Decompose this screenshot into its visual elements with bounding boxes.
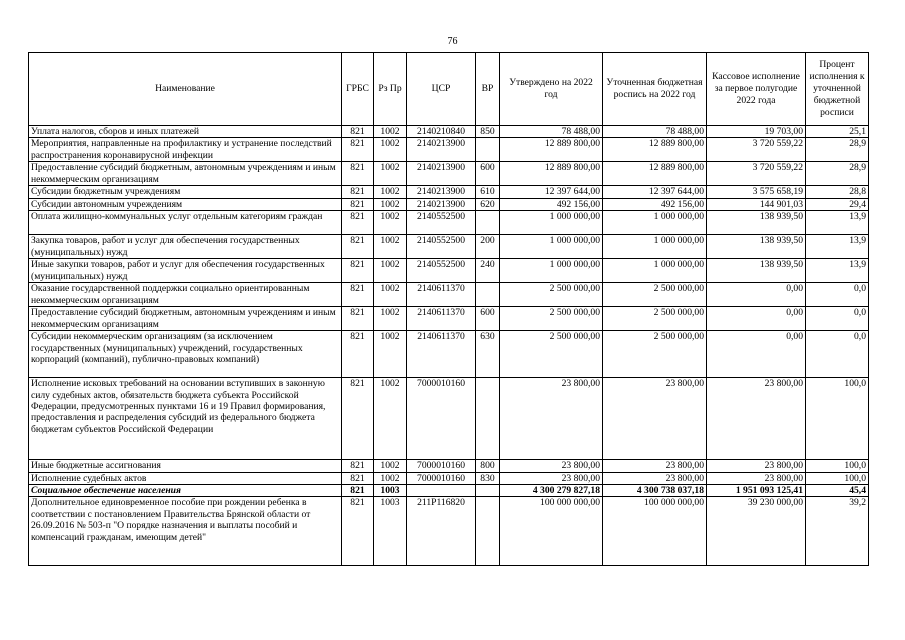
cell-rzpr: 1002 (374, 460, 407, 472)
page-number: 76 (447, 36, 458, 47)
cell-percent: 28,9 (806, 138, 869, 162)
cell-grbs: 821 (342, 460, 374, 472)
cell-percent: 13,9 (806, 211, 869, 235)
cell-rzpr: 1002 (374, 211, 407, 235)
cell-cash: 3 575 658,19 (707, 186, 806, 198)
table-row (29, 378, 869, 460)
cell-percent: 100,0 (806, 378, 869, 460)
cell-name: Дополнительное единовременное пособие при рождении ребенка в соответствии с постановлением Правительства Брянской области от 26.09.2016 № 503-п "О порядке назначения и выплаты пособий и компенсаций гражданам, имеющим детей" (29, 497, 342, 566)
cell-cash: 0,00 (707, 283, 806, 307)
cell-cash: 23 800,00 (707, 472, 806, 484)
table-row (29, 162, 869, 186)
cell-grbs: 821 (342, 138, 374, 162)
cell-vr: 630 (476, 331, 500, 378)
cell-rzpr: 1002 (374, 472, 407, 484)
cell-name: Оказание государственной поддержки социально ориентированным некоммерческим организациям (29, 283, 342, 307)
cell-revised: 78 488,00 (603, 126, 707, 138)
cell-percent: 28,9 (806, 162, 869, 186)
table-row (29, 235, 869, 259)
cell-percent: 13,9 (806, 259, 869, 283)
cell-vr: 830 (476, 472, 500, 484)
cell-vr (476, 211, 500, 235)
cell-cash: 1 951 093 125,41 (707, 485, 806, 497)
cell-vr (476, 497, 500, 566)
cell-revised: 492 156,00 (603, 198, 707, 210)
cell-grbs: 821 (342, 259, 374, 283)
cell-rzpr: 1002 (374, 283, 407, 307)
cell-csr: 2140611370 (407, 331, 476, 378)
cell-rzpr: 1002 (374, 235, 407, 259)
table-row (29, 186, 869, 198)
cell-percent: 25,1 (806, 126, 869, 138)
cell-grbs: 821 (342, 186, 374, 198)
header-revised: Уточненная бюджетная роспись на 2022 год (603, 53, 707, 126)
table-row (29, 126, 869, 138)
cell-vr: 240 (476, 259, 500, 283)
cell-revised: 1 000 000,00 (603, 235, 707, 259)
cell-approved: 4 300 279 827,18 (500, 485, 603, 497)
cell-rzpr: 1003 (374, 497, 407, 566)
cell-rzpr: 1002 (374, 198, 407, 210)
cell-revised: 12 397 644,00 (603, 186, 707, 198)
cell-rzpr: 1003 (374, 485, 407, 497)
cell-vr: 800 (476, 460, 500, 472)
cell-csr: 2140213900 (407, 162, 476, 186)
cell-approved: 12 889 800,00 (500, 138, 603, 162)
cell-name: Иные бюджетные ассигнования (29, 460, 342, 472)
cell-approved: 1 000 000,00 (500, 235, 603, 259)
cell-csr: 2140611370 (407, 283, 476, 307)
cell-grbs: 821 (342, 198, 374, 210)
cell-cash: 0,00 (707, 331, 806, 378)
cell-cash: 19 703,00 (707, 126, 806, 138)
cell-approved: 12 889 800,00 (500, 162, 603, 186)
cell-rzpr: 1002 (374, 138, 407, 162)
cell-cash: 144 901,03 (707, 198, 806, 210)
cell-vr: 610 (476, 186, 500, 198)
table-body (29, 126, 869, 566)
table-row (29, 497, 869, 566)
cell-csr: 2140552500 (407, 235, 476, 259)
cell-approved: 23 800,00 (500, 378, 603, 460)
cell-name: Оплата жилищно-коммунальных услуг отдельным категориям граждан (29, 211, 342, 235)
cell-rzpr: 1002 (374, 259, 407, 283)
cell-vr (476, 138, 500, 162)
cell-approved: 1 000 000,00 (500, 211, 603, 235)
cell-csr: 7000010160 (407, 472, 476, 484)
cell-grbs: 821 (342, 126, 374, 138)
cell-approved: 2 500 000,00 (500, 307, 603, 331)
cell-approved: 1 000 000,00 (500, 259, 603, 283)
cell-revised: 100 000 000,00 (603, 497, 707, 566)
header-vr: ВР (476, 53, 500, 126)
table-header-row (29, 53, 869, 126)
cell-name: Уплата налогов, сборов и иных платежей (29, 126, 342, 138)
cell-cash: 3 720 559,22 (707, 162, 806, 186)
cell-vr: 600 (476, 307, 500, 331)
cell-approved: 78 488,00 (500, 126, 603, 138)
table-row (29, 138, 869, 162)
cell-vr (476, 283, 500, 307)
cell-vr: 200 (476, 235, 500, 259)
cell-name: Социальное обеспечение населения (29, 485, 342, 497)
cell-name: Иные закупки товаров, работ и услуг для обеспечения государственных (муниципальных) нужд (29, 259, 342, 283)
table-row (29, 472, 869, 484)
cell-csr: 2140213900 (407, 198, 476, 210)
cell-revised: 1 000 000,00 (603, 211, 707, 235)
header-name: Наименование (29, 53, 342, 126)
cell-revised: 2 500 000,00 (603, 331, 707, 378)
cell-grbs: 821 (342, 211, 374, 235)
cell-cash: 0,00 (707, 307, 806, 331)
cell-cash: 23 800,00 (707, 378, 806, 460)
cell-name: Субсидии автономным учреждениям (29, 198, 342, 210)
cell-cash: 138 939,50 (707, 235, 806, 259)
cell-csr: 2140552500 (407, 259, 476, 283)
cell-percent: 13,9 (806, 235, 869, 259)
header-percent: Процент исполнения к уточненной бюджетной росписи (806, 53, 869, 126)
cell-cash: 138 939,50 (707, 259, 806, 283)
cell-rzpr: 1002 (374, 378, 407, 460)
table-row (29, 198, 869, 210)
header-csr: ЦСР (407, 53, 476, 126)
cell-rzpr: 1002 (374, 186, 407, 198)
cell-csr: 7000010160 (407, 378, 476, 460)
cell-cash: 138 939,50 (707, 211, 806, 235)
cell-csr (407, 485, 476, 497)
cell-revised: 4 300 738 037,18 (603, 485, 707, 497)
cell-csr: 2140210840 (407, 126, 476, 138)
table-row (29, 211, 869, 235)
cell-vr (476, 485, 500, 497)
table-row (29, 307, 869, 331)
cell-percent: 100,0 (806, 472, 869, 484)
header-approved: Утверждено на 2022 год (500, 53, 603, 126)
cell-percent: 29,4 (806, 198, 869, 210)
header-grbs: ГРБС (342, 53, 374, 126)
cell-approved: 23 800,00 (500, 472, 603, 484)
cell-name: Исполнение судебных актов (29, 472, 342, 484)
cell-name: Предоставление субсидий бюджетным, автономным учреждениям и иным некоммерческим организациям (29, 162, 342, 186)
cell-rzpr: 1002 (374, 162, 407, 186)
cell-name: Мероприятия, направленные на профилактику и устранение последствий распространения коронавирусной инфекции (29, 138, 342, 162)
cell-name: Субсидии бюджетным учреждениям (29, 186, 342, 198)
cell-rzpr: 1002 (374, 126, 407, 138)
cell-approved: 12 397 644,00 (500, 186, 603, 198)
cell-revised: 23 800,00 (603, 378, 707, 460)
cell-revised: 2 500 000,00 (603, 307, 707, 331)
cell-revised: 23 800,00 (603, 472, 707, 484)
cell-approved: 100 000 000,00 (500, 497, 603, 566)
cell-csr: 2140213900 (407, 186, 476, 198)
cell-grbs: 821 (342, 497, 374, 566)
header-rzpr: Рз Пр (374, 53, 407, 126)
table-row (29, 485, 869, 497)
cell-vr: 850 (476, 126, 500, 138)
header-cash: Кассовое исполнение за первое полугодие 2022 года (707, 53, 806, 126)
cell-percent: 28,8 (806, 186, 869, 198)
cell-approved: 2 500 000,00 (500, 331, 603, 378)
cell-approved: 23 800,00 (500, 460, 603, 472)
cell-grbs: 821 (342, 162, 374, 186)
cell-grbs: 821 (342, 331, 374, 378)
cell-csr: 2140552500 (407, 211, 476, 235)
budget-execution-table (28, 52, 869, 566)
cell-name: Предоставление субсидий бюджетным, автономным учреждениям и иным некоммерческим организациям (29, 307, 342, 331)
cell-revised: 12 889 800,00 (603, 162, 707, 186)
cell-vr: 600 (476, 162, 500, 186)
cell-csr: 2140213900 (407, 138, 476, 162)
cell-csr: 211P116820 (407, 497, 476, 566)
cell-approved: 492 156,00 (500, 198, 603, 210)
cell-percent: 0,0 (806, 283, 869, 307)
table-row (29, 259, 869, 283)
cell-grbs: 821 (342, 307, 374, 331)
cell-grbs: 821 (342, 283, 374, 307)
table-row (29, 283, 869, 307)
cell-cash: 23 800,00 (707, 460, 806, 472)
cell-percent: 45,4 (806, 485, 869, 497)
cell-csr: 7000010160 (407, 460, 476, 472)
cell-rzpr: 1002 (374, 307, 407, 331)
cell-grbs: 821 (342, 472, 374, 484)
cell-name: Исполнение исковых требований на основании вступивших в законную силу судебных актов, обязательств бюджета субъекта Российской Федерации, предусмотренных пунктами 16 и 19 Правил формирования, предоставления и распределения субсидий из федерального бюджета бюджетам субъектов Российской Федерации (29, 378, 342, 460)
cell-name: Закупка товаров, работ и услуг для обеспечения государственных (муниципальных) нужд (29, 235, 342, 259)
cell-vr (476, 378, 500, 460)
cell-percent: 0,0 (806, 331, 869, 378)
cell-cash: 3 720 559,22 (707, 138, 806, 162)
cell-rzpr: 1002 (374, 331, 407, 378)
cell-grbs: 821 (342, 485, 374, 497)
cell-percent: 39,2 (806, 497, 869, 566)
cell-revised: 12 889 800,00 (603, 138, 707, 162)
cell-approved: 2 500 000,00 (500, 283, 603, 307)
cell-percent: 0,0 (806, 307, 869, 331)
cell-revised: 2 500 000,00 (603, 283, 707, 307)
table-row (29, 460, 869, 472)
table-row (29, 331, 869, 378)
cell-revised: 23 800,00 (603, 460, 707, 472)
cell-name: Субсидии некоммерческим организациям (за исключением государственных (муниципальных) учреждений, государственных корпораций (компаний), публично-правовых компаний) (29, 331, 342, 378)
cell-revised: 1 000 000,00 (603, 259, 707, 283)
cell-csr: 2140611370 (407, 307, 476, 331)
cell-grbs: 821 (342, 378, 374, 460)
cell-cash: 39 230 000,00 (707, 497, 806, 566)
cell-percent: 100,0 (806, 460, 869, 472)
cell-vr: 620 (476, 198, 500, 210)
cell-grbs: 821 (342, 235, 374, 259)
